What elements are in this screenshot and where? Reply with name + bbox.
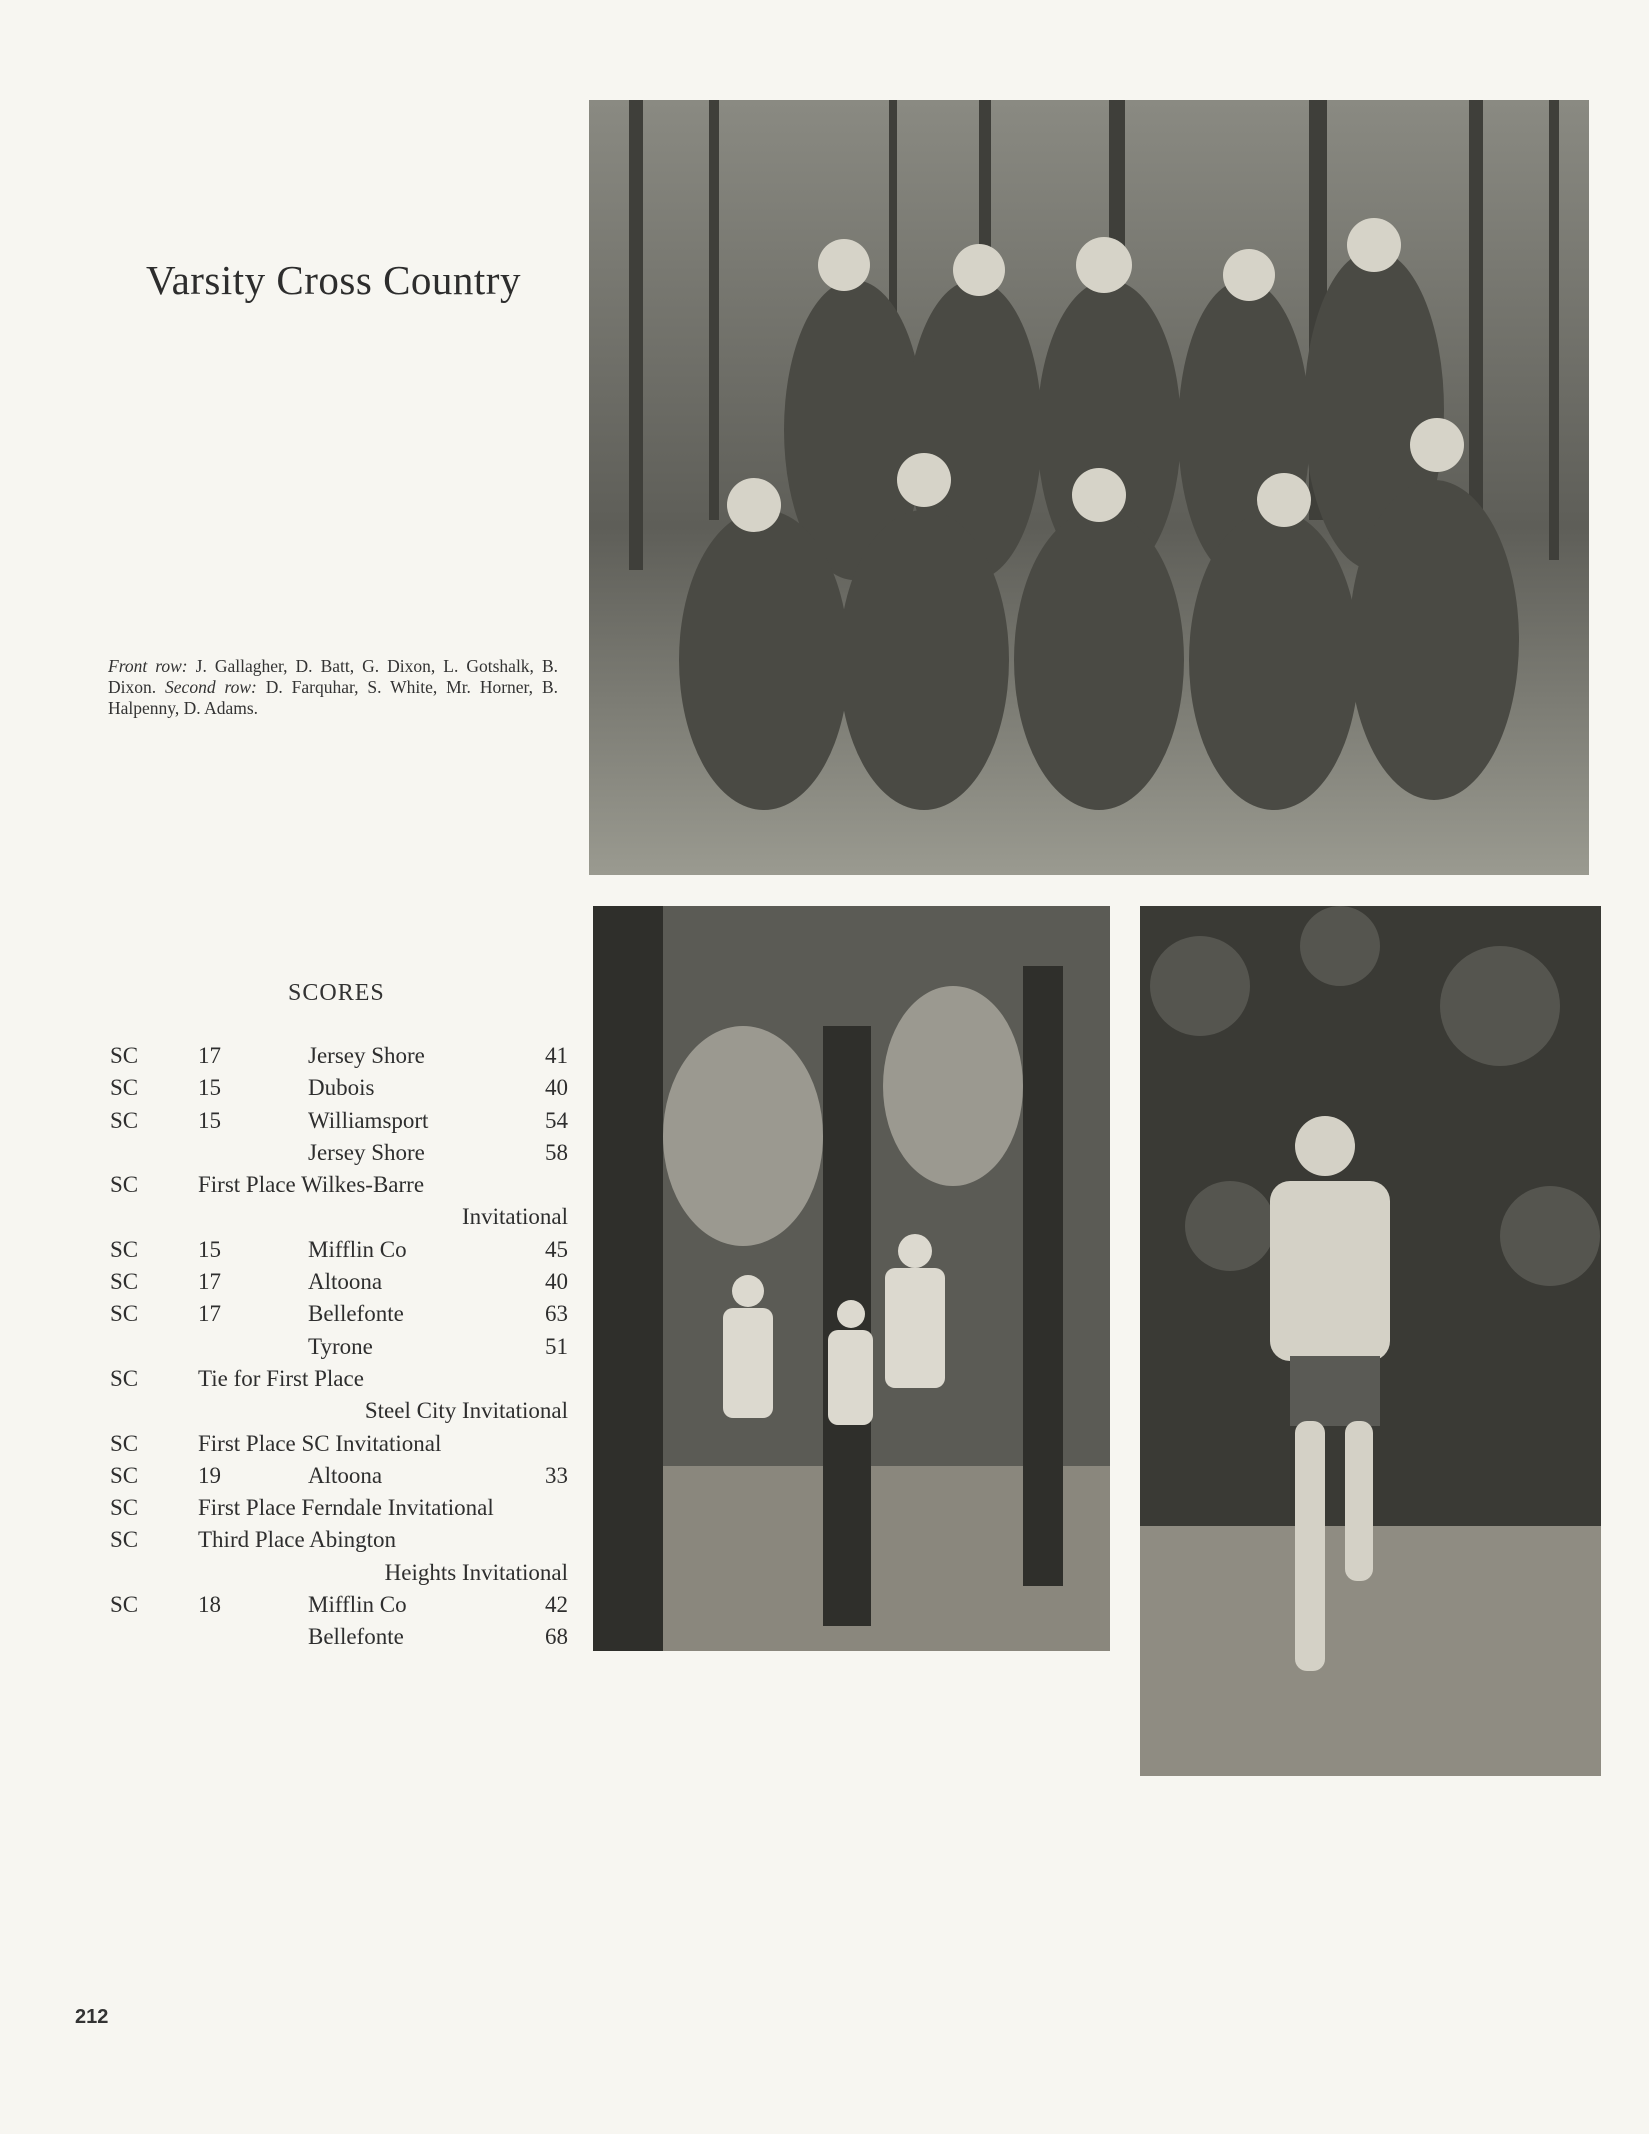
score-opponent: Mifflin Co	[308, 1592, 407, 1618]
score-team: SC	[110, 1107, 139, 1133]
score-opponent: Altoona	[308, 1462, 383, 1488]
score-opponent: Jersey Shore	[308, 1043, 425, 1068]
score-team: SC	[110, 1365, 139, 1391]
caption-second-label: Second row:	[165, 677, 257, 697]
score-row	[108, 1363, 568, 1395]
opponent-points: 58	[545, 1139, 568, 1165]
score-row	[108, 1524, 568, 1556]
score-value: 17	[198, 1043, 221, 1068]
score-value: 17	[198, 1301, 221, 1327]
score-row	[108, 1137, 568, 1169]
single-runner-photo	[1140, 906, 1601, 1776]
opponent-points: 51	[545, 1333, 568, 1359]
photo-caption	[108, 656, 558, 719]
opponent-points: 54	[545, 1107, 568, 1133]
opponent-points: 63	[545, 1301, 568, 1327]
opponent-points: 42	[545, 1592, 568, 1618]
score-opponent: Tyrone	[308, 1333, 373, 1359]
score-opponent: Williamsport	[308, 1107, 429, 1133]
opponent-points: 33	[545, 1462, 568, 1488]
opponent-points: 68	[545, 1624, 568, 1650]
score-continuation: Heights Invitational	[384, 1559, 568, 1585]
score-value: 15	[198, 1107, 221, 1133]
score-team: SC	[110, 1236, 139, 1262]
team-photo	[589, 100, 1589, 875]
score-continuation: Steel City Invitational	[364, 1398, 568, 1424]
score-row	[108, 1040, 568, 1072]
score-row	[108, 1072, 568, 1104]
score-team: SC	[110, 1075, 139, 1101]
opponent-points: 45	[545, 1236, 568, 1262]
score-team: SC	[110, 1301, 139, 1327]
score-row	[108, 1298, 568, 1330]
score-value: 19	[198, 1462, 221, 1488]
opponent-points: 40	[545, 1269, 568, 1295]
score-row	[108, 1395, 568, 1427]
score-row	[108, 1460, 568, 1492]
score-opponent: Dubois	[308, 1075, 375, 1101]
score-opponent: Bellefonte	[308, 1301, 404, 1327]
score-row	[108, 1201, 568, 1233]
score-team: SC	[110, 1430, 139, 1456]
score-team: SC	[110, 1462, 139, 1488]
score-team: SC	[110, 1172, 139, 1198]
opponent-points: 41	[545, 1043, 568, 1068]
score-team: SC	[110, 1592, 139, 1618]
score-row	[108, 1331, 568, 1363]
scores-heading: SCORES	[288, 980, 385, 1006]
scores-table	[108, 1040, 568, 1654]
score-row	[108, 1589, 568, 1621]
score-team: SC	[110, 1043, 139, 1068]
score-opponent: Jersey Shore	[308, 1139, 425, 1165]
score-value: 17	[198, 1269, 221, 1295]
score-continuation: Invitational	[461, 1204, 568, 1230]
score-note: First Place SC Invitational	[198, 1430, 442, 1456]
score-row	[108, 1266, 568, 1298]
score-row	[108, 1492, 568, 1524]
score-row	[108, 1234, 568, 1266]
score-row	[108, 1105, 568, 1137]
score-team: SC	[110, 1527, 139, 1553]
score-team: SC	[110, 1269, 139, 1295]
score-value: 15	[198, 1075, 221, 1101]
score-value: 15	[198, 1236, 221, 1262]
score-opponent: Altoona	[308, 1269, 383, 1295]
caption-second-names: D. Farquhar, S. White, Mr. Horner, B. Halpenny, D. Adams.	[108, 677, 558, 718]
score-opponent: Bellefonte	[308, 1624, 404, 1650]
score-row	[108, 1428, 568, 1460]
score-note: Third Place Abington	[198, 1527, 397, 1553]
caption-front-label: Front row:	[108, 656, 188, 676]
score-row	[108, 1621, 568, 1653]
score-team: SC	[110, 1495, 139, 1521]
score-row	[108, 1557, 568, 1589]
score-value: 18	[198, 1592, 221, 1618]
score-note: First Place Wilkes-Barre	[198, 1172, 425, 1198]
opponent-points: 40	[545, 1075, 568, 1101]
runners-photo	[593, 906, 1110, 1651]
score-note: Tie for First Place	[198, 1365, 364, 1391]
page-number: 212	[75, 2006, 109, 2028]
score-note: First Place Ferndale Invitational	[198, 1495, 494, 1521]
score-row	[108, 1169, 568, 1201]
score-opponent: Mifflin Co	[308, 1236, 407, 1262]
caption-front-names: J. Gallagher, D. Batt, G. Dixon, L. Gotshalk, B. Dixon.	[108, 656, 558, 697]
page-title: Varsity Cross Country	[146, 257, 521, 303]
